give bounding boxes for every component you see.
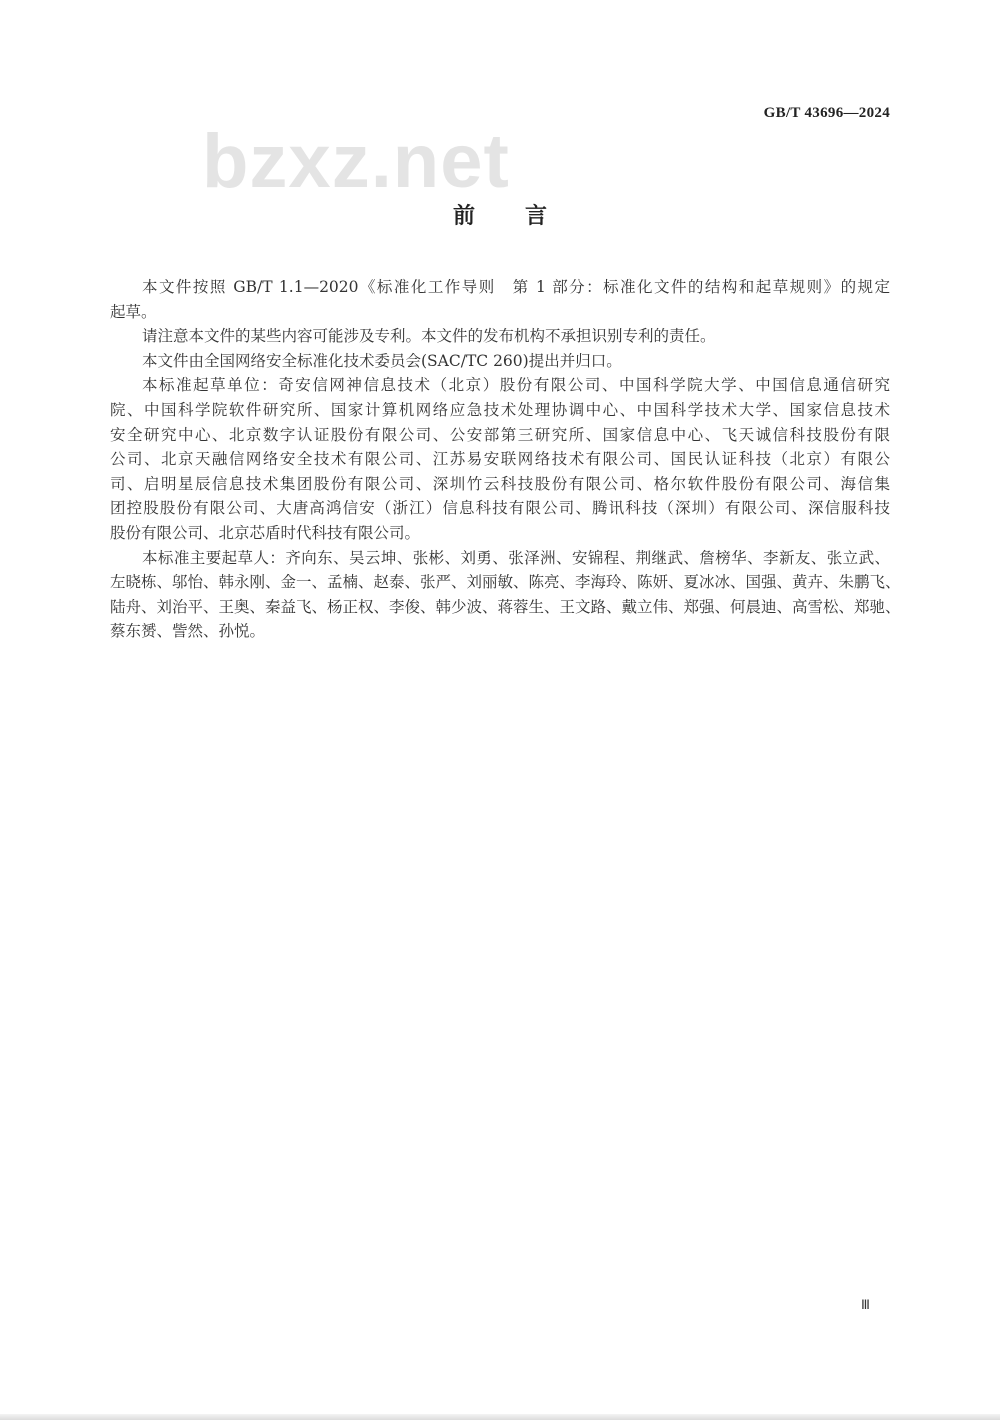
paragraph [110,546,901,644]
page-number: Ⅲ [861,1297,870,1312]
paragraph-line: 左晓栋、邬怡、韩永刚、金一、孟楠、赵泰、张严、刘丽敏、陈亮、李海玲、陈妍、夏冰冰、国强、黄卉、朱鹏飞、 [110,573,901,592]
paragraph-line: 安全研究中心、北京数字认证股份有限公司、公安部第三研究所、国家信息中心、飞天诚信科技股份有限 [110,425,890,444]
paragraph-line: 公司、北京天融信网络安全技术有限公司、江苏易安联网络技术有限公司、国民认证科技（北京）有限公 [110,450,890,469]
paragraph-line: 本标准主要起草人：齐向东、吴云坤、张彬、刘勇、张泽洲、安锦程、荆继武、詹榜华、李新友、张立武、 [142,548,890,567]
paragraph-line: 本文件由全国网络安全标准化技术委员会(SAC/TC 260)提出并归口。 [142,351,622,370]
paragraph-line: 院、中国科学院软件研究所、国家计算机网络应急技术处理协调中心、中国科学技术大学、国家信息技术 [110,400,890,419]
standard-code: GB/T 43696—2024 [763,105,890,121]
paragraph [110,275,890,324]
paragraph-line: 请注意本文件的某些内容可能涉及专利。本文件的发布机构不承担识别专利的责任。 [142,327,716,346]
watermark: bzxz.net [202,124,510,200]
paragraph-line: 团控股股份有限公司、大唐高鸿信安（浙江）信息科技有限公司、腾讯科技（深圳）有限公司、深信服科技 [110,499,890,518]
paragraph-line: 本标准起草单位：奇安信网神信息技术（北京）股份有限公司、中国科学院大学、中国信息通信研究 [142,376,890,395]
paragraph-line: 本文件按照 GB/T 1.1—2020《标准化工作导则 第 1 部分：标准化文件的结构和起草规则》的规定 [142,278,890,296]
paragraph-line: 司、启明星辰信息技术集团股份有限公司、深圳竹云科技股份有限公司、格尔软件股份有限公司、海信集 [110,474,890,493]
document-body [110,275,901,644]
paragraph [110,349,890,374]
paragraph [110,324,890,349]
page-bottom-edge [0,1414,1000,1420]
paragraph-line: 股份有限公司、北京芯盾时代科技有限公司。 [110,523,421,542]
paragraph-line: 陆舟、刘治平、王奥、秦益飞、杨正权、李俊、韩少波、蒋蓉生、王文路、戴立伟、郑强、何晨迪、高雪松、郑驰、 [110,597,901,616]
paragraph [110,373,890,545]
paragraph-line: 起草。 [110,302,157,321]
paragraph-line: 蔡东赟、訾然、孙悦。 [110,622,266,641]
page-title: 前言 [452,204,597,229]
